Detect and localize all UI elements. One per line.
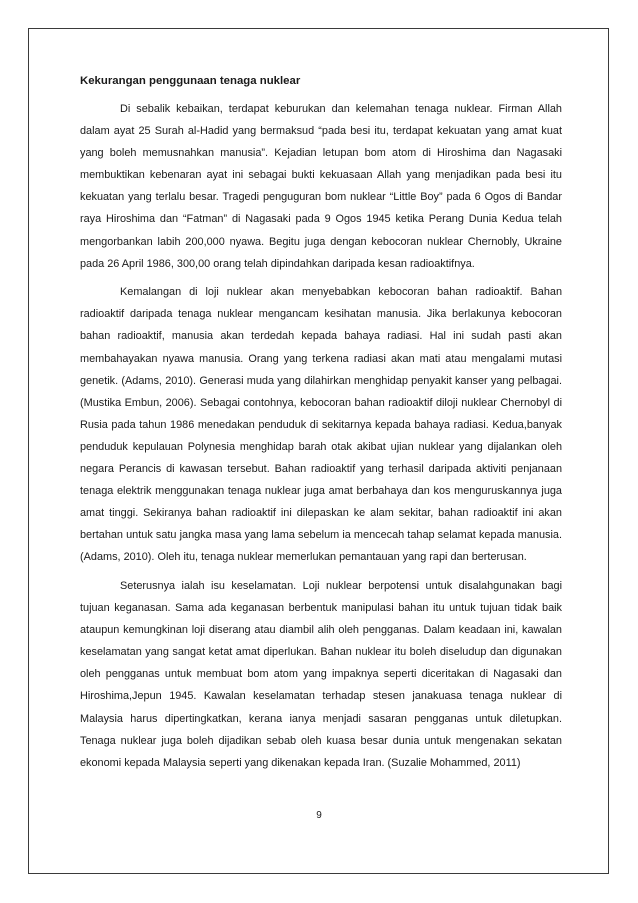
document-body bbox=[80, 70, 562, 780]
paragraph-2: Kemalangan di loji nuklear akan menyebabkan kebocoran bahan radioaktif. Bahan radioaktif daripada tenaga nuklear mengancam kesihatan manusia. Jika berlakunya kebocoran bahan radioaktif, manusia akan terdedah kepada bahaya radiasi. Hal ini sudah pasti akan membahayakan nyawa manusia. Orang yang terkena radiasi akan mati atau mengalami mutasi genetik. (Adams, 2010). Generasi muda yang dilahirkan menghidap penyakit kanser yang pelbagai. (Mustika Embun, 2006). Sebagai contohnya, kebocoran bahan radioaktif diloji nuklear Chernobyl di Rusia pada tahun 1986 menedakan penduduk di sekitarnya kepada bahaya radiasi. Kedua,banyak penduduk kepulauan Polynesia menghidap barah otak akibat ujian nuklear yang dijalankan oleh negara Perancis di kawasan tersebut. Bahan radioaktif yang terhasil daripada aktiviti penjanaan tenaga elektrik menggunakan tenaga nuklear juga amat berbahaya dan kos menguruskannya juga amat tinggi. Sekiranya bahan radioaktif ini dilepaskan ke alam sekitar, bahan radioaktif ini akan bertahan untuk satu jangka masa yang lama sebelum ia mencecah tahap selamat kepada manusia. (Adams, 2010). Oleh itu, tenaga nuklear memerlukan pemantauan yang rapi dan berterusan. bbox=[80, 286, 562, 564]
page-number: 9 bbox=[316, 810, 322, 821]
paragraph-1: Di sebalik kebaikan, terdapat keburukan dan kelemahan tenaga nuklear. Firman Allah dalam ayat 25 Surah al-Hadid yang bermaksud “pada besi itu, terdapat kekuatan yang amat kuat yang boleh memusnahkan manusia”. Kejadian letupan bom atom di Hiroshima dan Nagasaki membuktikan kebenaran ayat ini sebagai bukti kekuasaan Allah yang menjadikan pada besi itu kekuatan yang terlalu besar. Tragedi penguguran bom nuklear “Little Boy” pada 6 Ogos di Bandar raya Hiroshima dan “Fatman” di Nagasaki pada 9 Ogos 1945 ketika Perang Dunia Kedua telah mengorbankan labih 200,000 nyawa. Begitu juga dengan kebocoran nuklear Chernobly, Ukraine pada 26 April 1986, 300,00 orang telah dipindahkan daripada kesan radioaktifnya. bbox=[80, 103, 562, 270]
section-heading: Kekurangan penggunaan tenaga nuklear bbox=[80, 75, 301, 87]
paragraph-3: Seterusnya ialah isu keselamatan. Loji nuklear berpotensi untuk disalahgunakan bagi tujuan keganasan. Sama ada keganasan berbentuk manipulasi bahan itu untuk tujuan tidak baik ataupun kemungkinan loji diserang atau diambil alih oleh pengganas. Dalam keadaan ini, kawalan keselamatan yang sangat ketat amat diperlukan. Bahan nuklear itu boleh diseludup dan digunakan oleh pengganas untuk membuat bom atom yang impaknya seperti diceritakan di Nagasaki dan Hiroshima,Jepun 1945. Kawalan keselamatan terhadap stesen janakuasa tenaga nuklear di Malaysia harus dipertingkatkan, kerana ianya menjadi sasaran pengganas untuk diletupkan. Tenaga nuklear juga boleh dijadikan sebab oleh kuasa besar dunia untuk mengenakan sekatan ekonomi kepada Malaysia seperti yang dikenakan kepada Iran. (Suzalie Mohammed, 2011) bbox=[80, 579, 562, 769]
